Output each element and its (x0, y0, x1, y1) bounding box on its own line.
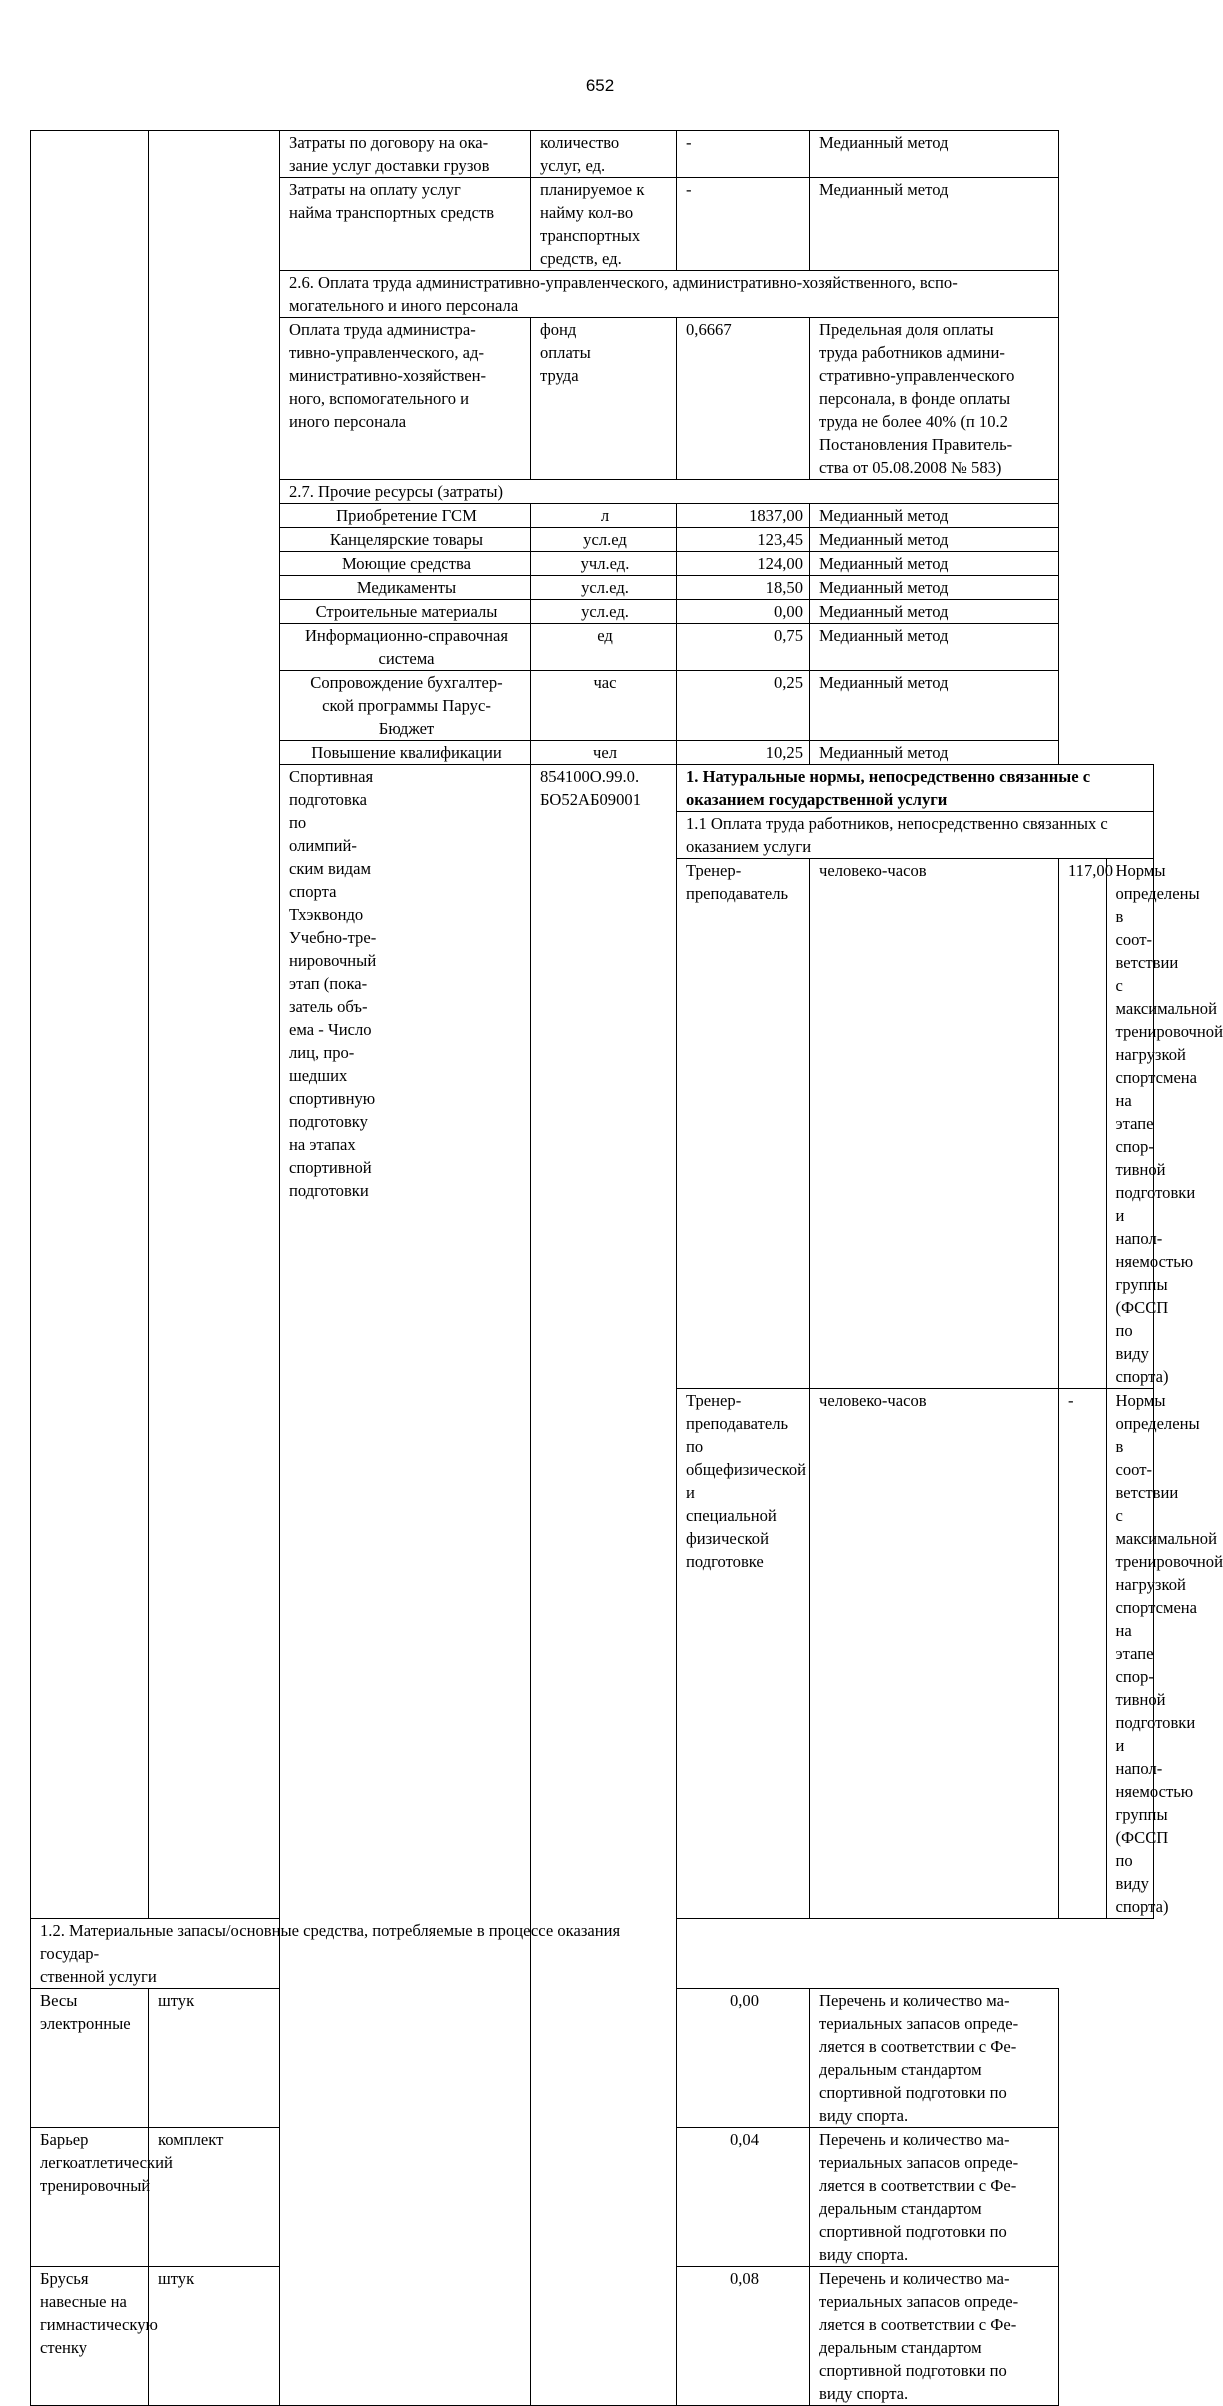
resource-unit: человеко-часов (810, 1389, 1059, 1919)
table-row (31, 131, 1154, 178)
resource-method: Медианный метод (810, 671, 1059, 741)
resource-method: Нормы определены в соот- ветствии с максимальной тренировочной нагрузкой спортсмена на этапе спор- тивной подготовки и напол- няемостью группы (ФССП по виду спорта) (1106, 1389, 1154, 1919)
resource-unit: штук (149, 2267, 280, 2406)
resource-unit: штук (149, 1989, 280, 2128)
resource-name: Весы электронные (31, 1989, 149, 2128)
service-code: 854100О.99.0. БО52АБ09001 (531, 765, 677, 2406)
resource-unit: количество услуг, ед. (531, 131, 677, 178)
resource-unit: фонд оплаты труда (531, 318, 677, 480)
resource-method: Медианный метод (810, 131, 1059, 178)
resource-unit: л (531, 504, 677, 528)
resource-unit: усл.ед (531, 528, 677, 552)
resource-value: 0,00 (677, 1989, 810, 2128)
resource-unit: усл.ед. (531, 600, 677, 624)
resource-unit: комплект (149, 2128, 280, 2267)
resource-method: Перечень и количество ма- териальных запасов опреде- ляется в соответствии с Фе- деральным стандартом спортивной подготовки по виду спорта. (810, 2128, 1059, 2267)
resource-method: Медианный метод (810, 600, 1059, 624)
resource-method: Медианный метод (810, 178, 1059, 271)
resource-unit: планируемое к найму кол-во транспортных средств, ед. (531, 178, 677, 271)
resource-name: Сопровождение бухгалтер- ской программы Парус- Бюджет (280, 671, 531, 741)
section-header-row (31, 1919, 1154, 1989)
resource-method: Нормы определены в соот- ветствии с максимальной тренировочной нагрузкой спортсмена на этапе спор- тивной подготовки и напол- няемостью группы (ФССП по виду спорта) (1106, 859, 1154, 1389)
resource-unit: час (531, 671, 677, 741)
empty-code-cell (149, 131, 280, 1919)
resource-name: Брусья навесные на гимнастическую стенку (31, 2267, 149, 2406)
resource-value: 0,25 (677, 671, 810, 741)
resource-value: - (1059, 1389, 1107, 1919)
resource-value: 0,04 (677, 2128, 810, 2267)
resource-value: 0,75 (677, 624, 810, 671)
resource-name: Медикаменты (280, 576, 531, 600)
resource-method: Предельная доля оплаты труда работников админи- стративно-управленческого персонала, в фонде оплаты труда не более 40% (п 10.2 Постановления Правитель- ства от 05.08.2008 № 583) (810, 318, 1059, 480)
resource-name: Канцелярские товары (280, 528, 531, 552)
resource-unit: усл.ед. (531, 576, 677, 600)
section-2-7-title: 2.7. Прочие ресурсы (затраты) (280, 480, 1059, 504)
resource-method: Перечень и количество ма- териальных запасов опреде- ляется в соответствии с Фе- деральным стандартом спортивной подготовки по виду спорта. (810, 1989, 1059, 2128)
resource-unit: чел (531, 741, 677, 765)
resource-value: - (677, 131, 810, 178)
resource-name: Моющие средства (280, 552, 531, 576)
resource-method: Медианный метод (810, 624, 1059, 671)
resource-value: - (677, 178, 810, 271)
resource-method: Перечень и количество ма- териальных запасов опреде- ляется в соответствии с Фе- деральным стандартом спортивной подготовки по виду спорта. (810, 2267, 1059, 2406)
resource-name: Затраты по договору на ока- зание услуг доставки грузов (280, 131, 531, 178)
resource-value: 10,25 (677, 741, 810, 765)
section-2-6-title: 2.6. Оплата труда административно-управленческого, административно-хозяйственного, вспо- могательного и иного персонала (280, 271, 1059, 318)
resource-name: Приобретение ГСМ (280, 504, 531, 528)
resource-method: Медианный метод (810, 504, 1059, 528)
resource-unit: человеко-часов (810, 859, 1059, 1389)
page-number: 652 (585, 76, 615, 95)
resource-value: 0,08 (677, 2267, 810, 2406)
resource-method: Медианный метод (810, 528, 1059, 552)
service-name: Спортивная подготовка по олимпий- ским видам спорта Тхэквондо Учебно-тре- нировочный этап (пока- затель объ- ема - Число лиц, про- шедших спортивную подготовку на этапах спортивной подготовки (280, 765, 531, 2406)
resource-name: Повышение квалификации (280, 741, 531, 765)
resource-method: Медианный метод (810, 576, 1059, 600)
resource-value: 123,45 (677, 528, 810, 552)
resource-name: Тренер-преподаватель по общефизической и специальной физической подготовке (677, 1389, 810, 1919)
resource-unit: учл.ед. (531, 552, 677, 576)
section-1-1-title: 1.1 Оплата труда работников, непосредственно связанных с оказанием услуги (677, 812, 1154, 859)
resource-value: 1837,00 (677, 504, 810, 528)
section-1-2-title: 1.2. Материальные запасы/основные средства, потребляемые в процессе оказания государ- ственной услуги (31, 1919, 677, 1989)
resource-value: 0,6667 (677, 318, 810, 480)
section-1-title: 1. Натуральные нормы, непосредственно связанные с оказанием государственной услуги (677, 765, 1154, 812)
resource-value: 18,50 (677, 576, 810, 600)
resource-method: Медианный метод (810, 741, 1059, 765)
norms-table (30, 130, 1223, 2406)
resource-name: Строительные материалы (280, 600, 531, 624)
resource-name: Затраты на оплату услуг найма транспортных средств (280, 178, 531, 271)
empty-service-cell (31, 131, 149, 1919)
resource-value: 124,00 (677, 552, 810, 576)
resource-method: Медианный метод (810, 552, 1059, 576)
resource-name: Оплата труда администра- тивно-управленческого, ад- министративно-хозяйствен- ного, вспомогательного и иного персонала (280, 318, 531, 480)
resource-value: 0,00 (677, 600, 810, 624)
resource-name: Тренер-преподаватель (677, 859, 810, 1389)
resource-name: Барьер легкоатлетический тренировочный (31, 2128, 149, 2267)
resource-name: Информационно-справочная система (280, 624, 531, 671)
resource-value: 117,00 (1059, 859, 1107, 1389)
resource-unit: ед (531, 624, 677, 671)
